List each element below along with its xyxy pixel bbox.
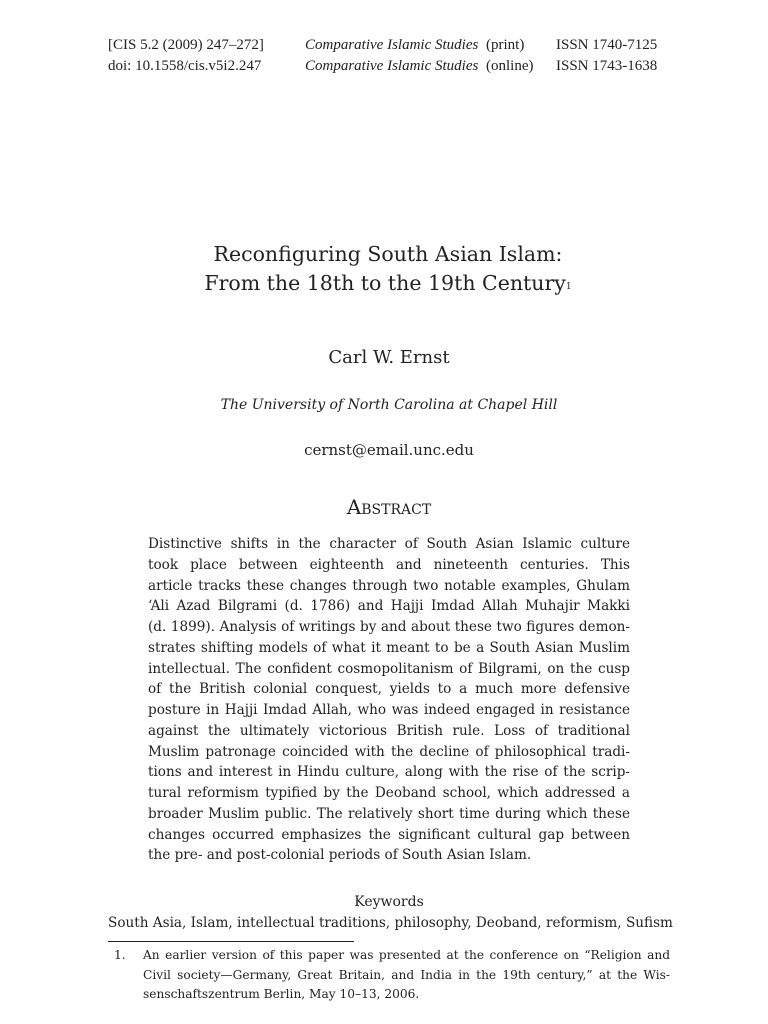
abstract-line: article tracks these changes through two notable examples, Ghulam bbox=[148, 577, 630, 594]
abstract-line: changes occurred emphasizes the significant cultural gap between bbox=[148, 826, 630, 843]
abstract-line: posture in Hajji Imdad Allah, who was indeed engaged in resistance bbox=[148, 702, 630, 718]
author-name: Carl W. Ernst bbox=[328, 347, 450, 368]
keywords-label: Keywords bbox=[354, 894, 424, 910]
abstract-line: Muslim patronage coincided with the decline of philosophical tradi- bbox=[148, 743, 630, 760]
footnote-line: senschaftszentrum Berlin, May 10–13, 2006. bbox=[143, 987, 420, 1001]
medium-label: (online) bbox=[486, 58, 534, 74]
footnote-line: An earlier version of this paper was presented at the conference on “Religion and bbox=[143, 948, 670, 962]
abstract-line: (d. 1899). Analysis of writings by and about these two figures demon- bbox=[148, 619, 630, 635]
footnote-text bbox=[143, 946, 670, 1005]
doi-text: doi: 10.1558/cis.v5i2.247 bbox=[108, 58, 262, 74]
footnote-number: 1. bbox=[114, 948, 126, 962]
abstract-line: broader Muslim public. The relatively short time during which these bbox=[148, 805, 630, 822]
abstract-heading: Abstract bbox=[346, 495, 432, 519]
abstract-line: tural reformism typified by the Deoband school, which addressed a bbox=[148, 785, 630, 801]
abstract-line: of the British colonial conquest, yields to a much more defensive bbox=[148, 681, 630, 698]
abstract-line: intellectual. The confident cosmopolitanism of Bilgrami, on the cusp bbox=[148, 660, 630, 677]
title-line-2-text: From the 18th to the 19th Century bbox=[204, 271, 566, 295]
abstract-line: the pre- and post-colonial periods of South Asian Islam. bbox=[148, 847, 532, 864]
abstract-line: against the ultimately victorious British rule. Loss of traditional bbox=[148, 722, 630, 739]
author-affiliation: The University of North Carolina at Chapel Hill bbox=[220, 397, 558, 413]
title-line-2 bbox=[0, 269, 768, 298]
running-header bbox=[108, 35, 668, 77]
abstract-line: Distinctive shifts in the character of South Asian Islamic culture bbox=[148, 536, 630, 552]
abstract-body bbox=[148, 534, 630, 866]
abstract-line: took place between eighteenth and nineteenth centuries. This bbox=[148, 556, 630, 573]
title-footnote-mark[interactable]: 1 bbox=[565, 282, 572, 292]
journal-name: Comparative Islamic Studies bbox=[305, 37, 479, 53]
issn-text: ISSN 1743-1638 bbox=[556, 58, 658, 74]
abstract-line: ‘Ali Azad Bilgrami (d. 1786) and Hajji Imdad Allah Muhajir Makki bbox=[148, 598, 630, 615]
abstract-line: tions and interest in Hindu culture, along with the rise of the scrip- bbox=[148, 764, 630, 781]
citation-text: [CIS 5.2 (2009) 247–272] bbox=[108, 37, 264, 53]
keywords-list: South Asia, Islam, intellectual traditions, philosophy, Deoband, reformism, Sufism bbox=[108, 915, 673, 931]
article-title bbox=[0, 240, 768, 298]
journal-name: Comparative Islamic Studies bbox=[305, 58, 479, 74]
author-email[interactable]: cernst@email.unc.edu bbox=[304, 441, 474, 459]
header-row-print bbox=[108, 35, 668, 56]
title-line-1: Reconfiguring South Asian Islam: bbox=[213, 242, 563, 266]
header-row-online bbox=[108, 56, 668, 77]
footnote-divider bbox=[108, 941, 354, 942]
abstract-line: strates shifting models of what it meant to be a South Asian Muslim bbox=[148, 639, 630, 656]
issn-text: ISSN 1740-7125 bbox=[556, 37, 658, 53]
footnote-line: Civil society—Germany, Great Britain, and India in the 19th century,” at the Wis- bbox=[143, 967, 670, 982]
medium-label: (print) bbox=[486, 37, 525, 53]
